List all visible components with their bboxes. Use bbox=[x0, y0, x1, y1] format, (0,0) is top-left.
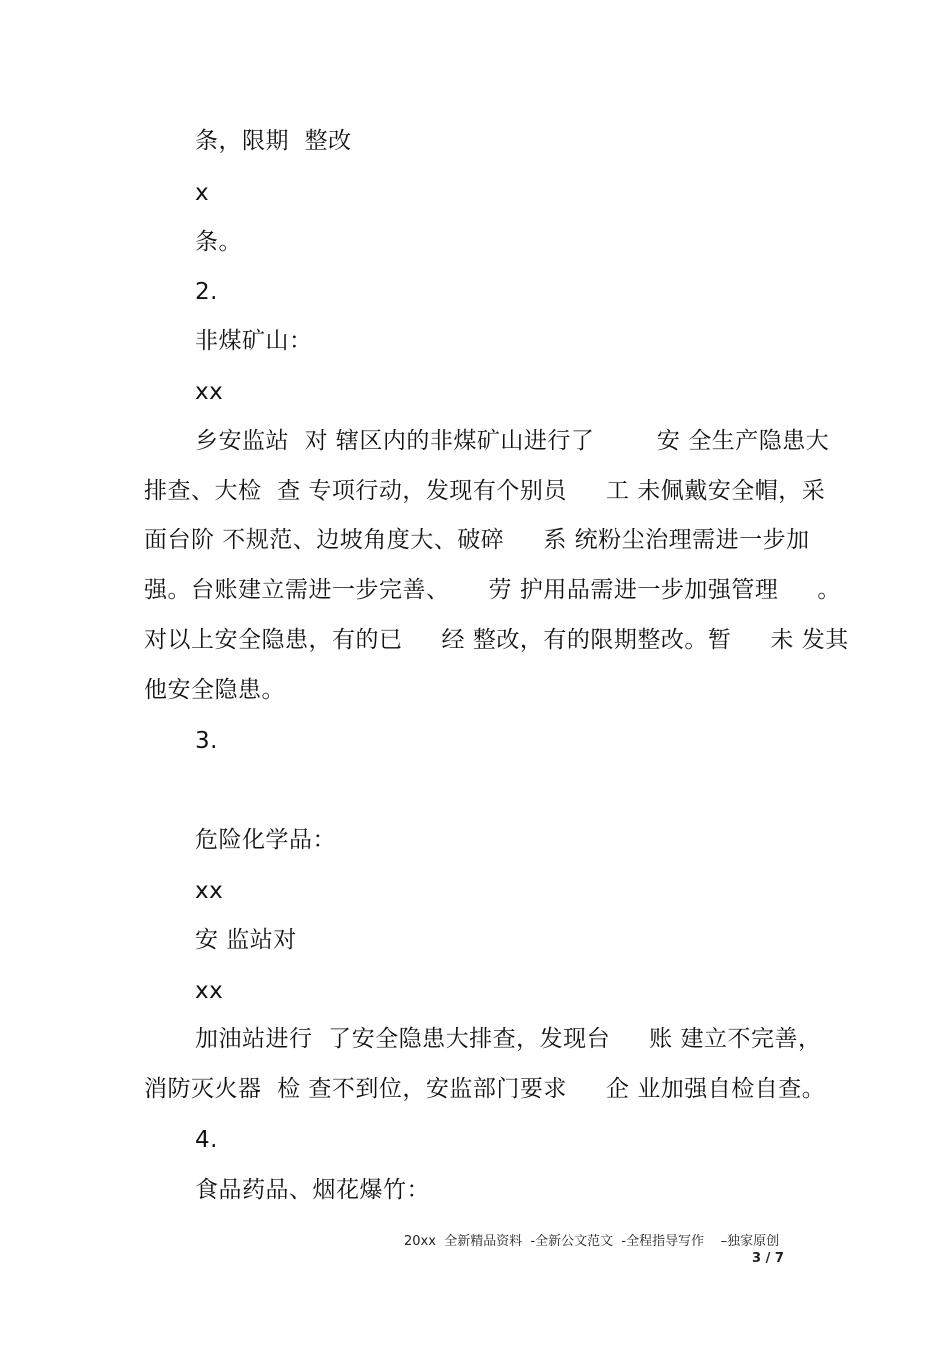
paragraph-line: 面台阶 不规范、边坡角度大、破碎 系 统粉尘治理需进一步加 bbox=[144, 527, 810, 553]
section-heading: 食品药品、烟花爆竹： bbox=[195, 1177, 430, 1203]
section-number: 3. bbox=[195, 728, 218, 754]
page-number: 3 / 7 bbox=[752, 1251, 784, 1266]
paragraph-line: 加油站进行 了安全隐患大排查，发现台 账 建立不完善， bbox=[195, 1026, 822, 1052]
text-line: xx bbox=[195, 978, 224, 1004]
paragraph-line: 乡安监站 对 辖区内的非煤矿山进行了 安 全生产隐患大 bbox=[195, 428, 830, 454]
text-line: 安 监站对 bbox=[195, 927, 297, 953]
paragraph-line: 消防灭火器 检 查不到位，安监部门要求 企 业加强自检自查。 bbox=[144, 1076, 826, 1102]
text-line: xx bbox=[195, 878, 224, 904]
paragraph-line: 他安全隐患。 bbox=[144, 677, 285, 703]
page-footer: 20xx 全新精品资料 -全新公文范文 -全程指导写作 –独家原创 bbox=[404, 1234, 780, 1249]
section-heading: 危险化学品： bbox=[195, 827, 336, 853]
section-heading: 非煤矿山： bbox=[195, 328, 313, 354]
paragraph-line: 排查、大检 查 专项行动，发现有个别员 工 未佩戴安全帽，采 bbox=[144, 478, 826, 504]
text-line: x bbox=[195, 180, 210, 206]
paragraph-line: 强。台账建立需进一步完善、 劳 护用品需进一步加强管理 。 bbox=[144, 577, 841, 603]
section-number: 2. bbox=[195, 279, 218, 305]
text-line: xx bbox=[195, 379, 224, 405]
paragraph-line: 对以上安全隐患，有的已 经 整改，有的限期整改。暂 未 发其 bbox=[144, 627, 849, 653]
section-number: 4. bbox=[195, 1127, 218, 1153]
text-line: 条，限期 整改 bbox=[195, 128, 352, 154]
text-line: 条。 bbox=[195, 229, 242, 255]
